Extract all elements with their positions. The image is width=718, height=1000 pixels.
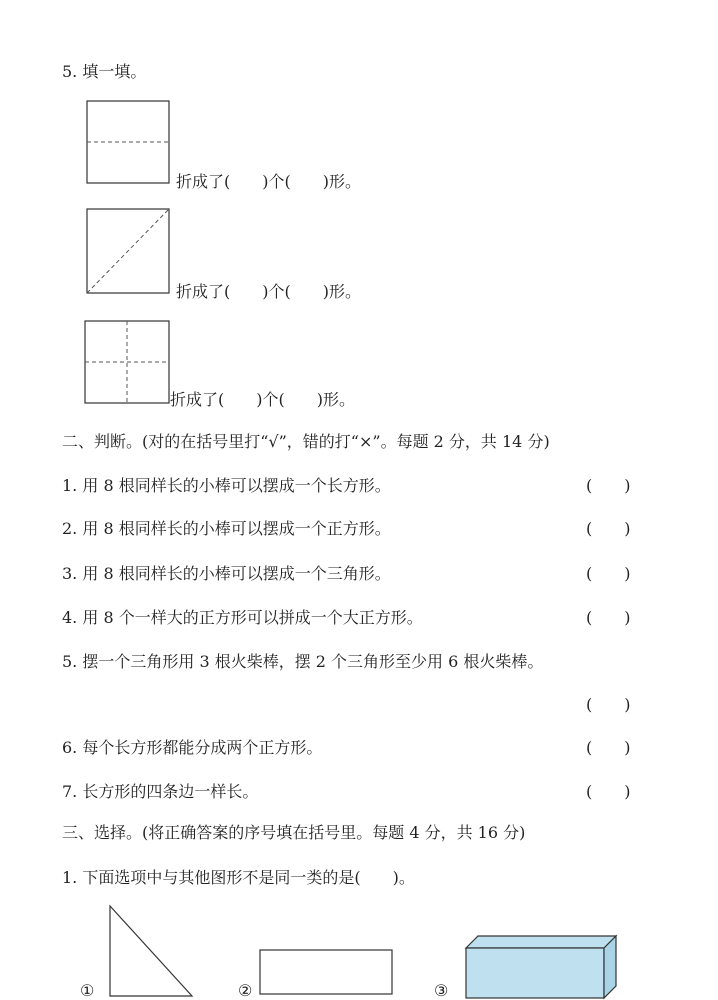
fold-line-diagonal — [87, 209, 169, 293]
judge-item-1 — [62, 475, 642, 497]
rectangle-figure — [258, 948, 394, 998]
option-2-label[interactable]: ② — [238, 981, 253, 1000]
judge-item-text: 6. 每个长方形都能分成两个正方形。 — [62, 738, 323, 757]
answer-parentheses[interactable]: ( ) — [586, 738, 631, 757]
square-outline — [87, 101, 169, 183]
option-1-label[interactable]: ① — [80, 981, 95, 1000]
answer-parentheses[interactable]: ( ) — [586, 782, 631, 801]
cuboid-top-face — [466, 936, 616, 948]
judge-item-text: 7. 长方形的四条边一样长。 — [62, 782, 259, 801]
answer-parentheses[interactable]: ( ) — [586, 695, 631, 714]
judge-item-text: 2. 用 8 根同样长的小棒可以摆成一个正方形。 — [62, 519, 391, 538]
judge-item-text: 1. 用 8 根同样长的小棒可以摆成一个长方形。 — [62, 476, 391, 495]
judge-item-3 — [62, 563, 642, 585]
judge-heading: 二、判断。(对的在括号里打“√”，错的打“×”。每题 2 分，共 14 分) — [62, 432, 550, 451]
answer-parentheses[interactable]: ( ) — [586, 608, 631, 627]
triangle-shape — [110, 906, 192, 996]
cuboid-front-face — [466, 948, 604, 998]
judge-item-text: 4. 用 8 个一样大的正方形可以拼成一个大正方形。 — [62, 608, 423, 627]
right-triangle-figure — [106, 904, 196, 998]
fill-item-3-text: 折成了( )个( )形。 — [170, 390, 355, 409]
cuboid-figure — [464, 934, 620, 1000]
choice-heading: 三、选择。(将正确答案的序号填在括号里。每题 4 分，共 16 分) — [62, 823, 526, 842]
square-cross-fold-figure — [84, 320, 172, 406]
judge-item-7 — [62, 781, 642, 803]
fill-item-1-text: 折成了( )个( )形。 — [176, 172, 361, 191]
judge-item-4 — [62, 607, 642, 629]
answer-parentheses[interactable]: ( ) — [586, 564, 631, 583]
square-diagonal-fold-figure — [86, 208, 172, 296]
fill-heading: 5. 填一填。 — [62, 62, 147, 81]
judge-item-5 — [62, 651, 642, 673]
square-horizontal-fold-figure — [86, 100, 172, 186]
option-3-label[interactable]: ③ — [434, 981, 449, 1000]
choice-question-1: 1. 下面选项中与其他图形不是同一类的是( )。 — [62, 868, 415, 887]
judge-item-text: 5. 摆一个三角形用 3 根火柴棒，摆 2 个三角形至少用 6 根火柴棒。 — [62, 652, 544, 671]
rectangle-shape — [260, 950, 392, 994]
answer-parentheses[interactable]: ( ) — [586, 519, 631, 538]
answer-parentheses[interactable]: ( ) — [586, 476, 631, 495]
judge-item-2 — [62, 518, 642, 540]
fill-item-2-text: 折成了( )个( )形。 — [176, 282, 361, 301]
judge-item-text: 3. 用 8 根同样长的小棒可以摆成一个三角形。 — [62, 564, 391, 583]
judge-item-6 — [62, 737, 642, 759]
